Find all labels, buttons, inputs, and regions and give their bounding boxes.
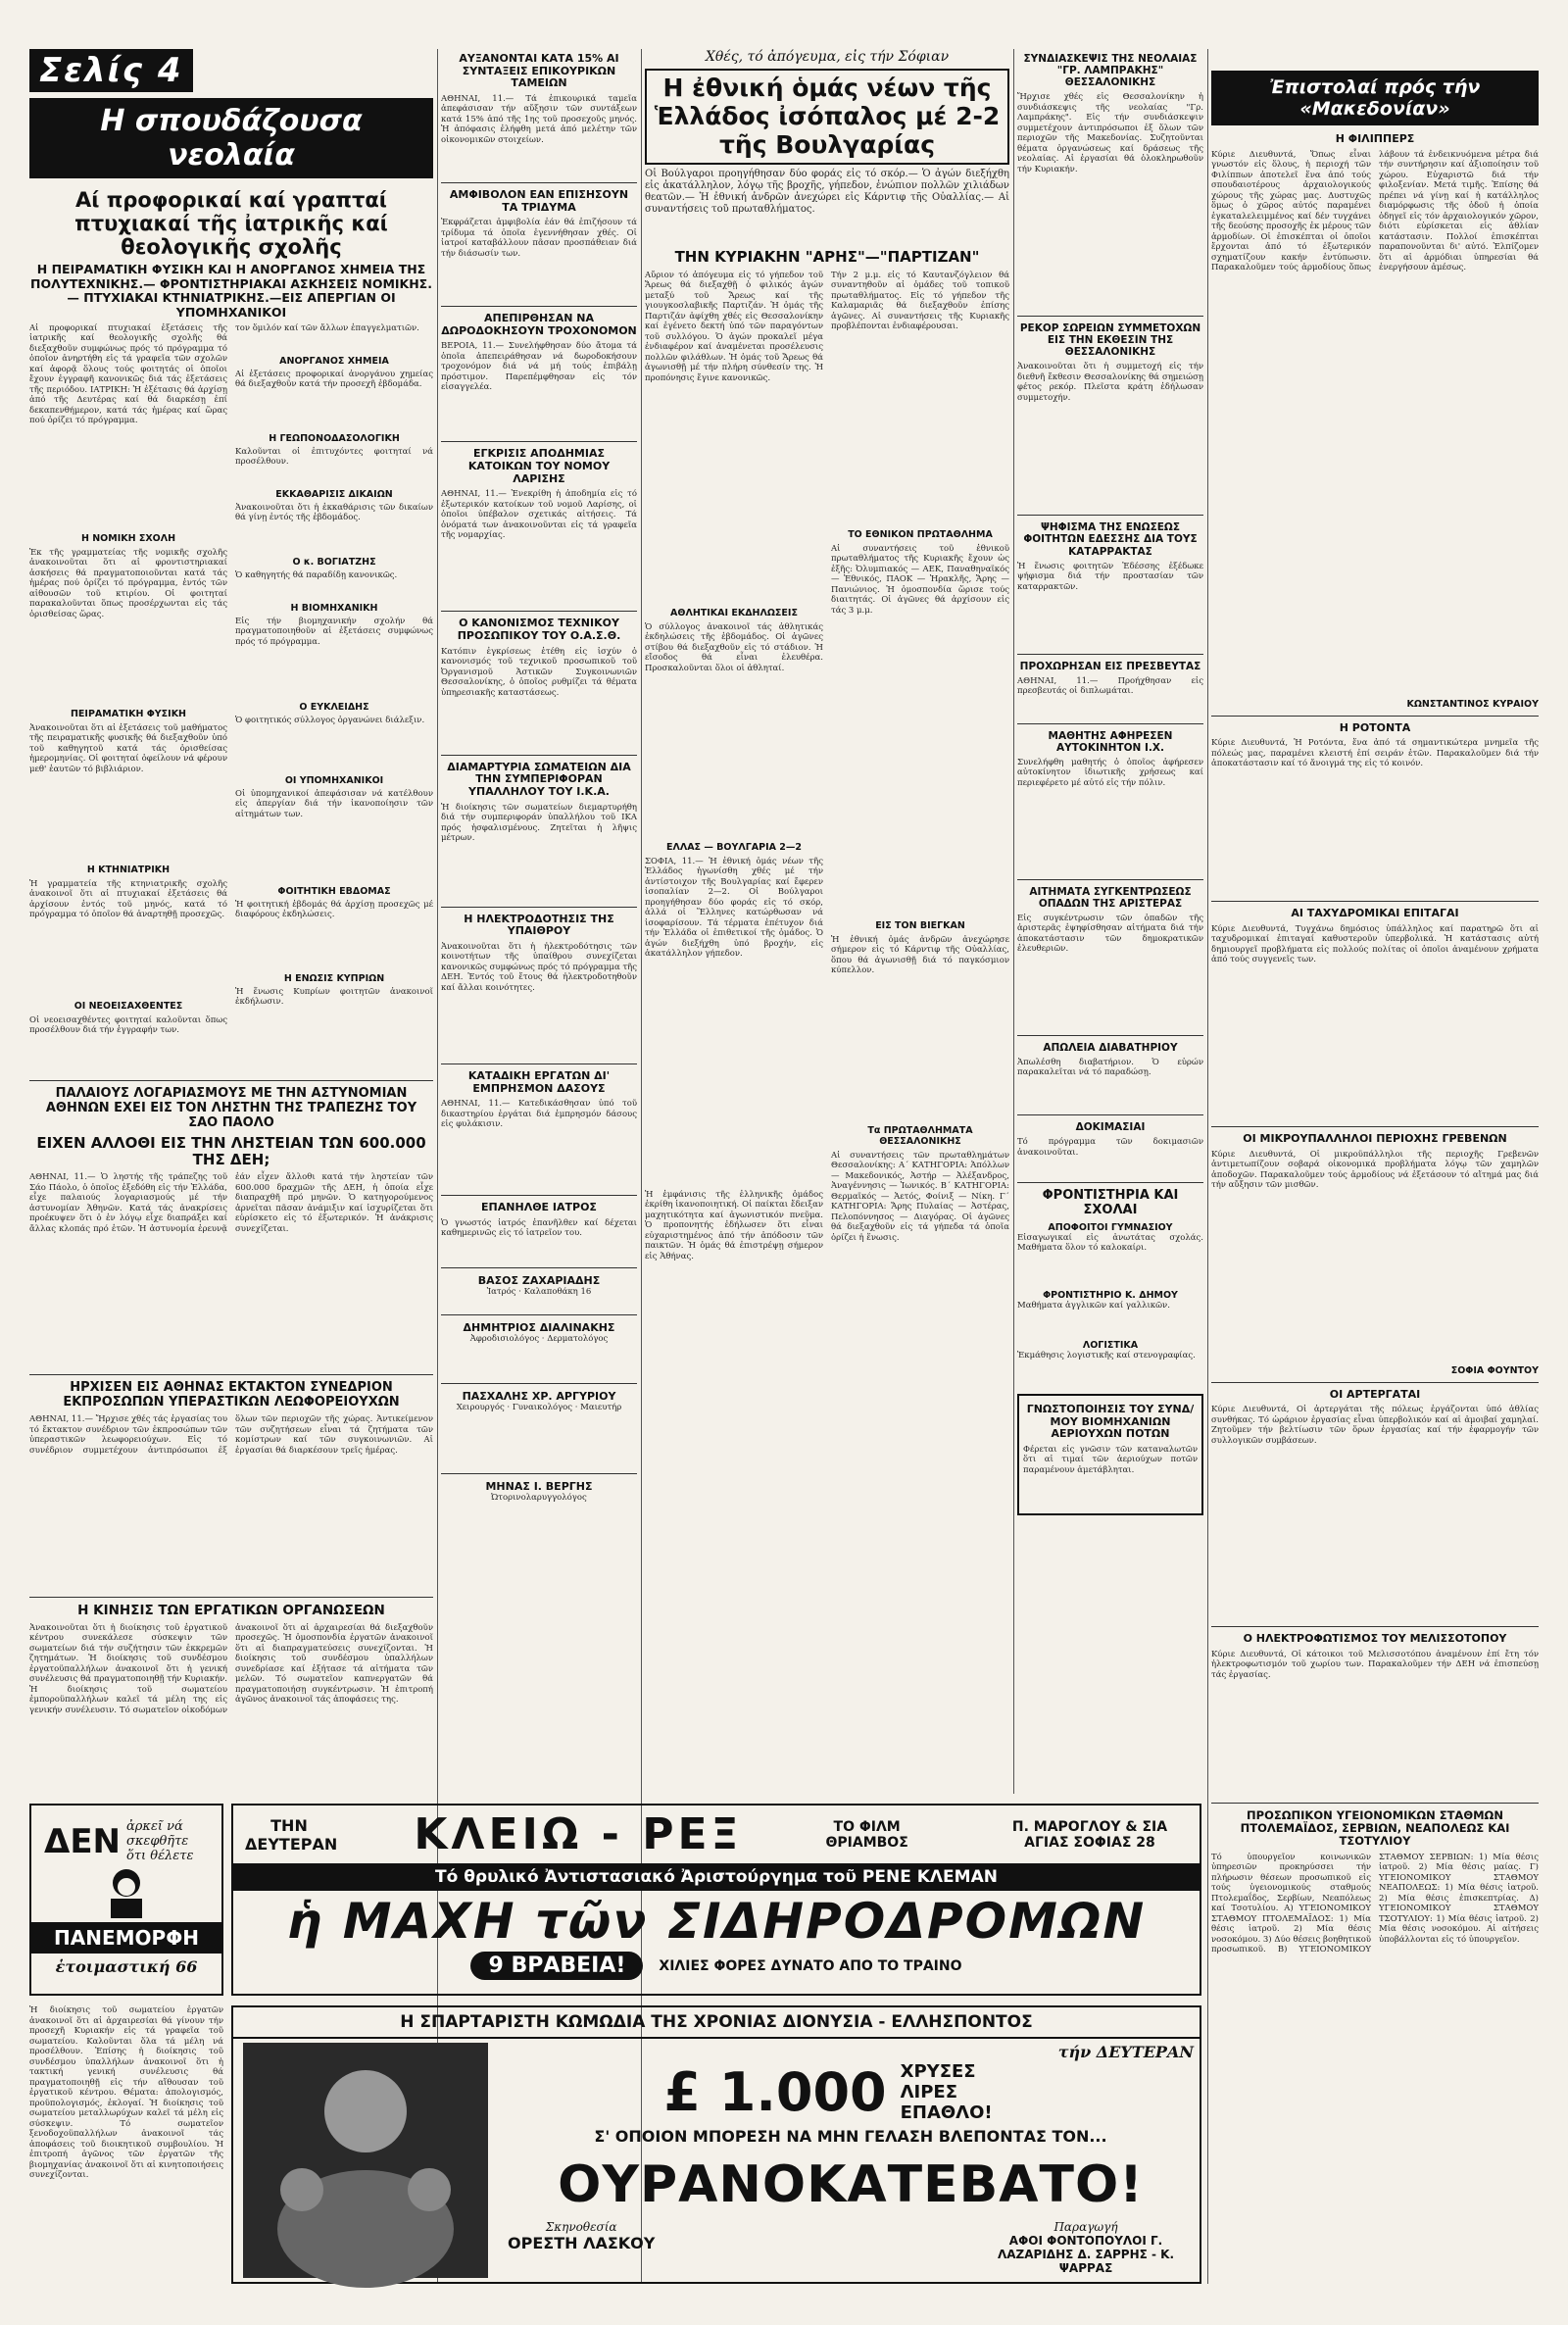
actor-photo-icon (243, 2043, 488, 2278)
page-number-label: Σελίς 4 (29, 49, 193, 92)
column-5: Ἐπιστολαί πρός τήν «Μακεδονίαν» Η ΦΙΛΙΠΠΕΡΣ Κύριε Διευθυντά, Ὅπως εἶναι γνωστόν εἰς ὅλους, ἡ περιοχή τῶν Φιλίππων ἀποτελεῖ ἕνα ἀπό τούς σπουδαιοτέρους ἀρχαιολογικούς χώρους τῆς χώρας μας. Δυστυχῶς ὅμως ὁ χῶρος αὐτός παραμένει ἐγκαταλελειμμένος καί δέν τυγχάνει τῆς δεούσης προσοχῆς ἐκ μέρους τῶν ἁρμοδίων. Οἱ ἐπισκέπται οἱ ὁποῖοι ἔρχονται ἀπό τό ἐξωτερικόν σχηματίζουν κακήν ἐντύπωσιν. Παρακαλοῦμεν τούς ἁρμοδίους ὅπως λάβουν τά ἐνδεικνυόμενα μέτρα διά τήν συντήρησιν καί ἀξιοποίησιν τοῦ χώρου. Εὐχαριστῶ διά τήν φιλοξενίαν. Μετά τιμῆς. Ἐπίσης θά πρέπει νά γίνῃ καί ἡ κατάλληλος διαμόρφωσις τῆς ὁδοῦ ἡ ὁποία ὁδηγεῖ εἰς τόν ἀρχαιολογικόν χῶρον, διότι εὑρίσκεται εἰς ἀθλίαν κατάστασιν. Πολλοί ἐπισκέπται παραπονοῦνται δι' αὐτό. Ἐλπίζομεν ὅτι αἱ ἁρμόδιαι ὑπηρεσίαι θά ἐνεργήσουν ἀμέσως. ΚΩΝΣΤΑΝΤΙΝΟΣ ΚΥΡΑΙΟΥ Η ΡΟΤΟΝΤΑ Κύριε Διευθυντά, Ἡ Ροτόντα, ἕνα ἀπό τά σημαντικώτερα μνημεῖα τῆς πόλεώς μας, παραμένει κλειστή ἐπί σειράν ἐτῶν. Παρακαλοῦμεν διά τήν ἀποκατάστασιν καί τό ἄνοιγμά της εἰς τό κοινόν. ΑΙ ΤΑΧΥΔΡΟΜΙΚΑΙ ΕΠΙΤΑΓΑΙ Κύριε Διευθυντά, Τυγχάνω δημόσιος ὑπάλληλος καί παρατηρῶ ὅτι αἱ ταχυδρομικαί ἐπιταγαί καθυστεροῦν ὑπερβολικά. Ἡ κατάστασις αὐτή δημιουργεῖ προβλήματα εἰς πολλούς πολίτας οἱ ὁποῖοι ἀναμένουν χρήματα ἀπό τούς συγγενεῖς των. ΟΙ ΜΙΚΡΟΥΠΑΛΛΗΛΟΙ ΠΕΡΙΟΧΗΣ ΓΡΕΒΕΝΩΝ Κύριε Διευθυντά, Οἱ μικροϋπάλληλοι τῆς περιοχῆς Γρεβενῶν ἀντιμετωπίζουν σοβαρά οἰκονομικά προβλήματα λόγῳ τῶν χαμηλῶν ἀποδοχῶν. Παρακαλοῦμεν τούς ἁρμοδίους νά ἐξετάσουν τό αἴτημά μας διά τήν αὔξησιν τῶν μισθῶν. ΣΟΦΙΑ ΦΟΥΝΤΟΥ ΟΙ ΑΡΤΕΡΓΑΤΑΙ Κύριε Διευθυντά, Οἱ ἀρτεργάται τῆς πόλεως ἐργάζονται ὑπό ἀθλίας συνθήκας. Τό ὡράριον ἐργασίας εἶναι ὑπερβολικόν καί αἱ ἀμοιβαί χαμηλαί. Ζητοῦμεν τήν βελτίωσιν τῶν ὅρων ἐργασίας καί τήν ἐφαρμογήν τῶν συλλογικῶν συμβάσεων. Ο ΗΛΕΚΤΡΟΦΩΤΙΣΜΟΣ ΤΟΥ ΜΕΛΙΣΣΟΤΟΠΟΥ Κύριε Διευθυντά, Οἱ κάτοικοι τοῦ Μελισσοτόπου ἀναμένουν ἐπί ἔτη τόν ἠλεκτροφωτισμόν τοῦ χωρίου των. Παρακαλοῦμεν τήν ΔΕΗ νά ἐπισπεύσῃ τάς ἐργασίας. ΠΡΟΣΩΠΙΚΟΝ ΥΓΕΙΟΝΟΜΙΚΩΝ ΣΤΑΘΜΩΝ ΠΤΟΛΕΜΑΪΔΟΣ, ΣΕΡΒΙΩΝ, ΝΕΑΠΟΛΕΩΣ ΚΑΙ ΤΣΟΤΥΛΙΟΥ Τό ὑπουργεῖον κοινωνικῶν ὑπηρεσιῶν προκηρύσσει τήν πλήρωσιν θέσεων προσωπικοῦ εἰς τούς ὑγειονομικούς σταθμούς Πτολεμαΐδος, Σερβίων, Νεαπόλεως καί Τσοτυλίου. Α) ΥΓΕΙΟΝΟΜΙΚΟΥ ΣΤΑΘΜΟΥ ΠΤΟΛΕΜΑΪΔΟΣ: 1) Μία θέσις ἰατροῦ. 2) Μία θέσις νοσοκόμου. 3) Δύο θέσεις βοηθητικοῦ προσωπικοῦ. Β) ΥΓΕΙΟΝΟΜΙΚΟΥ ΣΤΑΘΜΟΥ ΣΕΡΒΙΩΝ: 1) Μία θέσις ἰατροῦ. 2) Μία θέσις μαίας. Γ) ΥΓΕΙΟΝΟΜΙΚΟΥ ΣΤΑΘΜΟΥ ΝΕΑΠΟΛΕΩΣ: 1) Μία θέσις ἰατροῦ. 2) Μία θέσις ἐπισκεπτρίας. Δ) ΥΓΕΙΟΝΟΜΙΚΟΥ ΣΤΑΘΜΟΥ ΤΣΟΤΥΛΙΟΥ: 1) Μία θέσις ἰατροῦ. 2) Μία θέσις νοσοκόμου. Αἱ αἰτήσεις ὑποβάλλονται εἰς τό ὑπουργεῖον. (1211, 49, 1539, 2284)
story-headline: ΡΕΚΟΡ ΣΩΡΕΙΩΝ ΣΥΜΜΕΤΟΧΩΝ ΕΙΣ ΤΗΝ ΕΚΘΕΣΙΝ ΤΗΣ ΘΕΣΣΑΛΟΝΙΚΗΣ (1019, 322, 1201, 359)
section-heading: Η ΚΤΗΝΙΑΤΡΙΚΗ (86, 864, 171, 875)
story-headline: ΑΜΦΙΒΟΛΟΝ ΕΑΝ ΕΠΙΣΗΣΟΥΝ ΤΑ ΤΡΙΔΥΜΑ (449, 187, 629, 214)
ad-side-brand-sub: ἑτοιμαστική 66 (55, 1957, 198, 1976)
professional-card-name: ΠΑΣΧΑΛΗΣ ΧΡ. ΑΡΓΥΡΙΟΥ (462, 1389, 616, 1403)
section-heading: Ο ΕΥΚΛΕΙΔΗΣ (299, 701, 369, 713)
prize-text: ΧΡΥΣΕΣ ΛΙΡΕΣ ΕΠΑΘΛΟ! (900, 2061, 993, 2123)
ad-film-label: ΤΟ ΦΙΛΜ ΘΡΙΑΜΒΟΣ (825, 1818, 908, 1851)
ad-strap: Τό θρυλικό Ἀντιστασιακό Ἀριστούργημα τοῦ ΡΕΝΕ ΚΛΕΜΑΝ (233, 1863, 1200, 1891)
story-headline: ΜΑΘΗΤΗΣ ΑΦΗΡΕΣΕΝ ΑΥΤΟΚΙΝΗΤΟΝ Ι.Χ. (1048, 729, 1173, 754)
ad-day: τήν ΔΕΥΤΕΡΑΝ (1057, 2043, 1194, 2061)
ad-side-box (29, 1804, 223, 1996)
notice-title: ΓΝΩΣΤΟΠΟΙΗΣΙΣ ΤΟΥ ΣΥΝΔ/ΜΟΥ ΒΙΟΜΗΧΑΝΙΩΝ ΑΕΡΙΟΥΧΩΝ ΠΟΤΩΝ (1026, 1402, 1195, 1441)
section-heading: Ο κ. ΒΟΓΙΑΤΖΗΣ (292, 556, 376, 568)
story-headline: Ο ΚΑΝΟΝΙΣΜΟΣ ΤΕΧΝΙΚΟΥ ΠΡΟΣΩΠΙΚΟΥ ΤΟΥ Ο.Α.Σ.Θ. (457, 617, 621, 643)
letter-title: ΟΙ ΜΙΚΡΟΥΠΑΛΛΗΛΟΙ ΠΕΡΙΟΧΗΣ ΓΡΕΒΕΝΩΝ (1243, 1131, 1507, 1145)
story-headline: ΠΡΟΧΩΡΗΣΑΝ ΕΙΣ ΠΡΕΣΒΕΥΤΑΣ (1019, 660, 1201, 672)
section-heading: ΟΙ ΥΠΟΜΗΧΑΝΙΚΟΙ (284, 774, 384, 786)
story-headline: ΤΗΝ ΚΥΡΙΑΚΗΝ "ΑΡΗΣ"—"ΠΑΡΤΙΖΑΝ" (674, 248, 980, 267)
kicker: Χθές, τό ἀπόγευμα, εἰς τήν Σόφιαν (705, 49, 950, 65)
story-headline: ΑΠΕΠΙΡΘΗΣΑΝ ΝΑ ΔΩΡΟΔΟΚΗΣΟΥΝ ΤΡΟΧΟΝΟΜΟΝ (441, 312, 637, 337)
column-rule (1207, 49, 1208, 2284)
section-tag: Η σπουδάζουσα νεολαία (29, 98, 433, 178)
column-1: Σελίς 4 Η σπουδάζουσα νεολαία Αί προφορικαί καί γραπταί πτυχιακαί τῆς ἰατρικῆς καί θεολογικῆς σχολῆς Η ΠΕΙΡΑΜΑΤΙΚΗ ΦΥΣΙΚΗ ΚΑΙ Η ΑΝΟΡΓΑΝΟΣ ΧΗΜΕΙΑ ΤΗΣ ΠΟΛΥΤΕΧΝΙΚΗΣ.— ΦΡΟΝΤΙΣΤΗΡΙΑΚΑΙ ΑΣΚΗΣΕΙΣ ΝΟΜΙΚΗΣ.— ΠΤΥΧΙΑΚΑΙ ΚΤΗΝΙΑΤΡΙΚΗΣ.—ΕΙΣ ΑΠΕΡΓΙΑΝ ΟΙ ΥΠΟΜΗΧΑΝΙΚΟΙ Αἱ προφορικαί πτυχιακαί ἐξετάσεις τῆς ἰατρικῆς καί θεολογικῆς σχολῆς θά διεξαχθοῦν συμφώνως πρός τό πρόγραμμα τό ὁποῖον ἀνηρτήθη εἰς τά γραφεῖα τῶν σχολῶν καί ἀφορᾷ ὅλους τούς φοιτητάς οἱ ὁποῖοι ἔχουν ἐγγραφῆ κανονικῶς διά τάς ἐξετάσεις τῆς περιόδου. ΙΑΤΡΙΚΗ: Ἡ ἐξέτασις θά ἀρχίσῃ ἀπό τῆς Δευτέρας καί θά διαρκέσῃ ἐπί δεκαπενθήμερον, κατά τάς ἡμέρας καί ὥρας πού ὁρίζει τό πρόγραμμα. Η ΝΟΜΙΚΗ ΣΧΟΛΗ Ἐκ τῆς γραμματείας τῆς νομικῆς σχολῆς ἀνακοινοῦται ὅτι αἱ φροντιστηριακαί ἀσκήσεις θά πραγματοποιοῦνται κατά τάς ἡμέρας πού ὁρίζει τό πρόγραμμα, ἐντός τῶν αἰθουσῶν τοῦ κτιρίου. Οἱ φοιτηταί παρακαλοῦνται ὅπως προσέρχωνται εἰς τάς ὁρισθείσας ὥρας. ΠΕΙΡΑΜΑΤΙΚΗ ΦΥΣΙΚΗ Ἀνακοινοῦται ὅτι αἱ ἐξετάσεις τοῦ μαθήματος τῆς πειραματικῆς φυσικῆς θά διεξαχθοῦν ὑπό τοῦ καθηγητοῦ κατά τάς ὁρισθείσας ἡμερομηνίας. Οἱ φοιτηταί ὀφείλουν νά φέρουν μεθ' ἑαυτῶν τό βιβλιάριον. Η ΚΤΗΝΙΑΤΡΙΚΗ Ἡ γραμματεία τῆς κτηνιατρικῆς σχολῆς ἀνακοινοῖ ὅτι αἱ πτυχιακαί ἐξετάσεις θά ἀρχίσουν ἐντός τοῦ μηνός, κατά τό πρόγραμμα τό ὁποῖον θά ἀναρτηθῇ προσεχῶς. ΟΙ ΝΕΟΕΙΣΑΧΘΕΝΤΕΣ Οἱ νεοεισαχθέντες φοιτηταί καλοῦνται ὅπως προσέλθουν διά τήν ἐγγραφήν των. τον ὅμιλόν καί τῶν ἄλλων ἐπαγγελματιῶν. ΑΝΟΡΓΑΝΟΣ ΧΗΜΕΙΑ Αἱ ἐξετάσεις προφορικαί ἀνοργάνου χημείας θά διεξαχθοῦν κατά τήν προσεχῆ ἑβδομάδα. Η ΓΕΩΠΟΝΟΔΑΣΟΛΟΓΙΚΗ Καλοῦνται οἱ ἐπιτυχόντες φοιτηταί νά προσέλθουν. ΕΚΚΑΘΑΡΙΣΙΣ ΔΙΚΑΙΩΝ Ἀνακοινοῦται ὅτι ἡ ἐκκαθάρισις τῶν δικαίων θά γίνῃ ἐντός τῆς ἑβδομάδος. Ο κ. ΒΟΓΙΑΤΖΗΣ Ὁ καθηγητής θά παραδίδῃ κανονικῶς. Η ΒΙΟΜΗΧΑΝΙΚΗ Εἰς τήν βιομηχανικήν σχολήν θά πραγματοποιηθοῦν αἱ ἐξετάσεις συμφώνως πρός τό πρόγραμμα. Ο ΕΥΚΛΕΙΔΗΣ Ὁ φοιτητικός σύλλογος ὀργανώνει διάλεξιν. ΟΙ ΥΠΟΜΗΧΑΝΙΚΟΙ Οἱ ὑπομηχανικοί ἀπεφάσισαν νά κατέλθουν εἰς ἀπεργίαν διά τήν ἱκανοποίησιν τῶν αἰτημάτων των. ΦΟΙΤΗΤΙΚΗ ΕΒΔΟΜΑΣ Ἡ φοιτητική ἑβδομάς θά ἀρχίσῃ προσεχῶς μέ διαφόρους ἐκδηλώσεις. Η ΕΝΩΣΙΣ ΚΥΠΡΙΩΝ Ἡ ἕνωσις Κυπρίων φοιτητῶν ἀνακοινοῖ ἐκδήλωσιν. ΠΑΛΑΙΟΥΣ ΛΟΓΑΡΙΑΣΜΟΥΣ ΜΕ ΤΗΝ ΑΣΤΥΝΟΜΙΑΝ ΑΘΗΝΩΝ ΕΧΕΙ ΕΙΣ ΤΟΝ ΛΗΣΤΗΝ ΤΗΣ ΤΡΑΠΕΖΗΣ ΤΟΥ ΣΑΟ ΠΑΟΛΟ ΕΙΧΕΝ ΑΛΛΟΘΙ ΕΙΣ ΤΗΝ ΛΗΣΤΕΙΑΝ ΤΩΝ 600.000 ΤΗΣ ΔΕΗ; ΑΘΗΝΑΙ, 11.— Ὁ ληστής τῆς τράπεζης τοῦ Σάο Πάολο, ὁ ὁποῖος ἐξεδόθη εἰς τήν Ἑλλάδα, εἶχε παλαιούς λογαριασμούς μέ τήν ἀστυνομίαν Ἀθηνῶν. Κατά τάς ἀνακρίσεις προέκυψεν ὅτι ὁ ἐν λόγῳ εἶχε διαπράξει καί ἄλλας κλοπάς πρό ἐτῶν. Ἡ ἀστυνομία ἐρευνᾷ ἐάν εἶχεν ἄλλοθι κατά τήν ληστείαν τῶν 600.000 δραχμῶν τῆς ΔΕΗ, ἡ ὁποία εἶχε διαπραχθῆ πρό μηνῶν. Ὁ κατηγορούμενος ἀρνεῖται πᾶσαν ἀνάμιξιν καί ἰσχυρίζεται ὅτι εὑρίσκετο εἰς τό ἐξωτερικόν. Ἡ ἀνάκρισις συνεχίζεται. ΗΡΧΙΣΕΝ ΕΙΣ ΑΘΗΝΑΣ ΕΚΤΑΚΤΟΝ ΣΥΝΕΔΡΙΟΝ ΕΚΠΡΟΣΩΠΩΝ ΥΠΕΡΑΣΤΙΚΩΝ ΛΕΩΦΟΡΕΙΟΥΧΩΝ ΑΘΗΝΑΙ, 11.— Ἤρχισε χθές τάς ἐργασίας του τό ἔκτακτον συνέδριον τῶν ἐκπροσώπων τῶν ὑπεραστικῶν λεωφορειούχων. Εἰς τό συνέδριον συμμετέχουν ἀντιπρόσωποι ἐξ ὅλων τῶν περιοχῶν τῆς χώρας. Ἀντικείμενον τῶν συζητήσεων εἶναι τά ζητήματα τῶν κομίστρων καί τῶν συγκοινωνιῶν. Αἱ ἐργασίαι θά διαρκέσουν τρεῖς ἡμέρας. Η ΚΙΝΗΣΙΣ ΤΩΝ ΕΡΓΑΤΙΚΩΝ ΟΡΓΑΝΩΣΕΩΝ Ἀνακοινοῦται ὅτι ἡ διοίκησις τοῦ ἐργατικοῦ κέντρου συνεκάλεσε σύσκεψιν τῶν σωματείων διά τήν συζήτησιν τῶν ἐκκρεμῶν ζητημάτων. Ἡ διοίκησις τοῦ συνδέσμου ἐργατοϋπαλλήλων ἀνακοινοῖ ὅτι ἡ γενική συνέλευσις θά πραγματοποιηθῇ τήν Κυριακήν. Ἡ διοίκησις τοῦ σωματείου ἐμποροϋπαλλήλων καλεῖ τά μέλη της εἰς γενικήν συνέλευσιν. Τό σωματεῖον οἰκοδόμων ἀνακοινοῖ ὅτι αἱ ἀρχαιρεσίαι θά διεξαχθοῦν προσεχῶς. Ἡ ὁμοσπονδία ἐργατῶν ἀνακοινοῖ ὅτι αἱ διαπραγματεύσεις συνεχίζονται. Ἡ διοίκησις τοῦ συνδέσμου ὑπαλλήλων συνεδρίασε καί ἐξήτασε τά αἰτήματα τῶν μελῶν. Τό σωματεῖον καπνεργατῶν θά πραγματοποιήσῃ συγκέντρωσιν. Ἡ ἐπιτροπή ἀγῶνος ἀνακοινοῖ τάς ἀποφάσεις της. (29, 51, 436, 1715)
ad-strap: Η ΣΠΑΡΤΑΡΙΣΤΗ ΚΩΜΩΔΙΑ ΤΗΣ ΧΡΟΝΙΑΣ ΔΙΟΝΥΣΙΑ - ΕΛΛΗΣΠΟΝΤΟΣ (233, 2007, 1200, 2039)
section-heading: Η ΓΕΩΠΟΝΟΔΑΣΟΛΟΓΙΚΗ (269, 432, 400, 444)
story-headline: Η ΗΛΕΚΤΡΟΔΟΤΗΣΙΣ ΤΗΣ ΥΠΑΙΘΡΟΥ (464, 912, 614, 938)
producers-label: Παραγωγή (1054, 2220, 1118, 2234)
ad-day: ΤΗΝ ΔΕΥΤΕΡΑΝ (245, 1815, 338, 1854)
section-heading: Η ΕΝΩΣΙΣ ΚΥΠΡΙΩΝ (283, 972, 385, 984)
column-2: ΑΥΞΑΝΟΝΤΑΙ ΚΑΤΑ 15% ΑΙ ΣΥΝΤΑΞΕΙΣ ΕΠΙΚΟΥΡΙΚΩΝ ΤΑΜΕΙΩΝ ΑΘΗΝΑΙ, 11.— Τά ἐπικουρικά ταμεῖα ἀπεφάσισαν τήν αὔξησιν τῶν συντάξεων κατά 15% ἀπό τῆς 1ης τοῦ προσεχοῦς μηνός. Ἡ ἀπόφασις ἐλήφθη μετά ἀπό μελέτην τῶν οἰκονομικῶν στοιχείων. ΑΜΦΙΒΟΛΟΝ ΕΑΝ ΕΠΙΣΗΣΟΥΝ ΤΑ ΤΡΙΔΥΜΑ Ἐκφράζεται ἀμφιβολία ἐάν θά ἐπιζήσουν τά τρίδυμα τά ὁποῖα ἐγεννήθησαν χθές. Οἱ ἰατροί καταβάλλουν πᾶσαν προσπάθειαν διά τήν διάσωσίν των. ΑΠΕΠΙΡΘΗΣΑΝ ΝΑ ΔΩΡΟΔΟΚΗΣΟΥΝ ΤΡΟΧΟΝΟΜΟΝ ΒΕΡΟΙΑ, 11.— Συνελήφθησαν δύο ἄτομα τά ὁποῖα ἀπεπειράθησαν νά δωροδοκήσουν τροχονόμον διά νά μή τούς ἐπιβάλῃ πρόστιμον. Παρεπέμφθησαν εἰς τόν εἰσαγγελέα. ΕΓΚΡΙΣΙΣ ΑΠΟΔΗΜΙΑΣ ΚΑΤΟΙΚΩΝ ΤΟΥ ΝΟΜΟΥ ΛΑΡΙΣΗΣ ΑΘΗΝΑΙ, 11.— Ἐνεκρίθη ἡ ἀποδημία εἰς τό ἐξωτερικόν κατοίκων τοῦ νομοῦ Λαρίσης, οἱ ὁποῖοι ὑπέβαλον σχετικάς αἰτήσεις. Τά ὀνόματά των ἀνακοινοῦνται εἰς τά γραφεῖα τῆς νομαρχίας. Ο ΚΑΝΟΝΙΣΜΟΣ ΤΕΧΝΙΚΟΥ ΠΡΟΣΩΠΙΚΟΥ ΤΟΥ Ο.Α.Σ.Θ. Κατόπιν ἐγκρίσεως ἐτέθη εἰς ἰσχύν ὁ κανονισμός τοῦ τεχνικοῦ προσωπικοῦ τοῦ Ὀργανισμοῦ Ἀστικῶν Συγκοινωνιῶν Θεσσαλονίκης, ὁ ὁποῖος ρυθμίζει τά θέματα ὑπηρεσιακῆς καταστάσεως. ΔΙΑΜΑΡΤΥΡΙΑ ΣΩΜΑΤΕΙΩΝ ΔΙΑ ΤΗΝ ΣΥΜΠΕΡΙΦΟΡΑΝ ΥΠΑΛΛΗΛΟΥ ΤΟΥ Ι.Κ.Α. Ἡ διοίκησις τῶν σωματείων διεμαρτυρήθη διά τήν συμπεριφοράν ὑπαλλήλου τοῦ ΙΚΑ πρός ἠσφαλισμένους. Ζητεῖται ἡ λῆψις μέτρων. Η ΗΛΕΚΤΡΟΔΟΤΗΣΙΣ ΤΗΣ ΥΠΑΙΘΡΟΥ Ἀνακοινοῦται ὅτι ἡ ἠλεκτροδότησις τῶν κοινοτήτων τῆς ὑπαίθρου συνεχίζεται κανονικῶς συμφώνως πρός τό πρόγραμμα τῆς ΔΕΗ. Ἐντός τοῦ ἔτους θά ἠλεκτροδοτηθοῦν καί ἄλλαι κοινότητες. ΚΑΤΑΔΙΚΗ ΕΡΓΑΤΩΝ ΔΙ' ΕΜΠΡΗΣΜΟΝ ΔΑΣΟΥΣ ΑΘΗΝΑΙ, 11.— Κατεδικάσθησαν ὑπό τοῦ δικαστηρίου ἐργάται διά ἐμπρησμόν δάσους εἰς φυλάκισιν. ΕΠΑΝΗΛΘΕ ΙΑΤΡΟΣ Ὁ γνωστός ἰατρός ἐπανῆλθεν καί δέχεται καθημερινῶς εἰς τό ἰατρεῖον του. ΒΑΣΟΣ ΖΑΧΑΡΙΑΔΗΣ Ἰατρός · Καλαποθάκη 16 ΔΗΜΗΤΡΙΟΣ ΔΙΑΛΙΝΑΚΗΣ Ἀφροδισιολόγος · Δερματολόγος ΠΑΣΧΑΛΗΣ ΧΡ. ΑΡΓΥΡΙΟΥ Χειρουργός · Γυναικολόγος · Μαιευτήρ ΜΗΝΑΣ Ι. ΒΕΡΓΗΣ Ὠτορινολαρυγγολόγος (441, 52, 640, 1503)
film-title: ἡ ΜΑΧΗ τῶν ΣΙΔΗΡΟΔΡΟΜΩΝ (286, 1893, 1147, 1950)
section-heading: Η ΒΙΟΜΗΧΑΝΙΚΗ (290, 602, 378, 614)
story-headline: Η ΚΙΝΗΣΙΣ ΤΩΝ ΕΡΓΑΤΙΚΩΝ ΟΡΓΑΝΩΣΕΩΝ (77, 1603, 385, 1619)
letter-signature: ΚΩΝΣΤΑΝΤΙΝΟΣ ΚΥΡΑΙΟΥ (1406, 698, 1539, 710)
ad-side-big-word: ΔΕΝ (44, 1821, 121, 1861)
director-label: Σκηνοθεσία (545, 2220, 617, 2234)
section-heading: ΠΕΙΡΑΜΑΤΙΚΗ ΦΥΣΙΚΗ (70, 708, 187, 719)
story-headline: ΨΗΦΙΣΜΑ ΤΗΣ ΕΝΩΣΕΩΣ ΦΟΙΤΗΤΩΝ ΕΔΕΣΣΗΣ ΔΙΑ ΤΟΥΣ ΚΑΤΑΡΡΑΚΤΑΣ (1023, 521, 1198, 558)
section-heading: ΦΟΙΤΗΤΙΚΗ ΕΒΔΟΜΑΣ (277, 885, 391, 897)
section-heading: Τα ΠΡΩΤΑΘΛΗΜΑΤΑ ΘΕΣΣΑΛΟΝΙΚΗΣ (867, 1124, 973, 1147)
notice-title: ΠΡΟΣΩΠΙΚΟΝ ΥΓΕΙΟΝΟΜΙΚΩΝ ΣΤΑΘΜΩΝ ΠΤΟΛΕΜΑΪΔΟΣ, ΣΕΡΒΙΩΝ, ΝΕΑΠΟΛΕΩΣ ΚΑΙ ΤΣΟΤΥΛΙΟΥ (1240, 1807, 1510, 1849)
section-heading: ΕΛΛΑΣ — ΒΟΥΛΓΑΡΙΑ 2—2 (666, 841, 802, 853)
headline: Η ἐθνική ὁμάς νέων τῆς Ἑλλάδος ἰσόπαλος μέ 2-2 τῆς Βουλγαρίας (654, 74, 1001, 159)
ad-line: Σ' ΟΠΟΙΟΝ ΜΠΟΡΕΣΗ ΝΑ ΜΗΝ ΓΕΛΑΣΗ ΒΛΕΠΟΝΤΑΣ ΤΟΝ... (594, 2127, 1107, 2146)
letter-title: Η ΦΙΛΙΠΠΕΡΣ (1335, 132, 1415, 145)
story-headline: ΗΡΧΙΣΕΝ ΕΙΣ ΑΘΗΝΑΣ ΕΚΤΑΚΤΟΝ ΣΥΝΕΔΡΙΟΝ ΕΚΠΡΟΣΩΠΩΝ ΥΠΕΡΑΣΤΙΚΩΝ ΛΕΩΦΟΡΕΙΟΥΧΩΝ (63, 1380, 400, 1410)
section-tag: Ἐπιστολαί πρός τήν «Μακεδονίαν» (1211, 71, 1539, 125)
professional-card-name: ΒΑΣΟΣ ΖΑΧΑΡΙΑΔΗΣ (477, 1273, 601, 1287)
story-headline: ΣΥΝΔΙΑΣΚΕΨΙΣ ΤΗΣ ΝΕΟΛΑΙΑΣ "ΓΡ. ΛΑΜΠΡΑΚΗΣ" ΘΕΣΣΑΛΟΝΙΚΗΣ (1023, 53, 1198, 89)
story-headline: ΠΑΛΑΙΟΥΣ ΛΟΓΑΡΙΑΣΜΟΥΣ ΜΕ ΤΗΝ ΑΣΤΥΝΟΜΙΑΝ ΑΘΗΝΩΝ ΕΧΕΙ ΕΙΣ ΤΟΝ ΛΗΣΤΗΝ ΤΗΣ ΤΡΑΠΕΖΗΣ ΤΟΥ ΣΑΟ ΠΑΟΛΟ (45, 1085, 417, 1130)
story-headline: ΔΟΚΙΜΑΣΙΑΙ (1075, 1120, 1146, 1133)
prize-amount: £ 1.000 (663, 2061, 887, 2123)
article-col-right: τον ὅμιλόν καί τῶν ἄλλων ἐπαγγελματιῶν. ΑΝΟΡΓΑΝΟΣ ΧΗΜΕΙΑ Αἱ ἐξετάσεις προφορικαί ἀνοργάνου χημείας θά διεξαχθοῦν κατά τήν προσεχῆ ἑβδομάδα. Η ΓΕΩΠΟΝΟΔΑΣΟΛΟΓΙΚΗ Καλοῦνται οἱ ἐπιτυχόντες φοιτηταί νά προσέλθουν. ΕΚΚΑΘΑΡΙΣΙΣ ΔΙΚΑΙΩΝ Ἀνακοινοῦται ὅτι ἡ ἐκκαθάρισις τῶν δικαίων θά γίνῃ ἐντός τῆς ἑβδομάδος. Ο κ. ΒΟΓΙΑΤΖΗΣ Ὁ καθηγητής θά παραδίδῃ κανονικῶς. Η ΒΙΟΜΗΧΑΝΙΚΗ Εἰς τήν βιομηχανικήν σχολήν θά πραγματοποιηθοῦν αἱ ἐξετάσεις συμφώνως πρός τό πρόγραμμα. Ο ΕΥΚΛΕΙΔΗΣ Ὁ φοιτητικός σύλλογος ὀργανώνει διάλεξιν. ΟΙ ΥΠΟΜΗΧΑΝΙΚΟΙ Οἱ ὑπομηχανικοί ἀπεφάσισαν νά κατέλθουν εἰς ἀπεργίαν διά τήν ἱκανοποίησιν τῶν αἰτημάτων των. ΦΟΙΤΗΤΙΚΗ ΕΒΔΟΜΑΣ Ἡ φοιτητική ἑβδομάς θά ἀρχίσῃ προσεχῶς μέ διαφόρους ἐκδηλώσεις. Η ΕΝΩΣΙΣ ΚΥΠΡΙΩΝ Ἡ ἕνωσις Κυπρίων φοιτητῶν ἀνακοινοῖ ἐκδήλωσιν. (235, 322, 436, 1008)
ad-side-text: ἀρκεῖ νά σκεφθῆτε ὅτι θέλετε (126, 1819, 194, 1863)
ad-heading: ΦΡΟΝΤΙΣΤΗΡΙΟ Κ. ΔΗΜΟΥ (1043, 1289, 1178, 1301)
film-awards: 9 ΒΡΑΒΕΙΑ! (470, 1952, 643, 1980)
section-heading: ΑΘΛΗΤΙΚΑΙ ΕΚΔΗΛΩΣΕΙΣ (670, 607, 798, 618)
column-3: Χθές, τό ἀπόγευμα, εἰς τήν Σόφιαν Η ἐθνική ὁμάς νέων τῆς Ἑλλάδος ἰσόπαλος μέ 2-2 τῆς Βουλγαρίας Οἱ Βούλγαροι προηγήθησαν δύο φοράς εἰς τό σκόρ.— Ὁ ἀγών διεξήχθη εἰς ἀκατάλληλον, λόγῳ τῆς βροχῆς, γήπεδον, ἐνώπιον πολλῶν χιλιάδων θεατῶν.— Ἡ ἐθνική ἀνδρῶν ἀνεχώρει εἰς Κάρντιφ τῆς Οὐαλλίας.— Αἱ συναντήσεις τοῦ πρωταθλήματος. ΤΗΝ ΚΥΡΙΑΚΗΝ "ΑΡΗΣ"—"ΠΑΡΤΙΖΑΝ" Αὔριον τό ἀπόγευμα εἰς τό γήπεδον τοῦ Ἄρεως θά διεξαχθῇ ὁ φιλικός ἀγών μεταξύ τοῦ Ἄρεως καί τῆς γιουγκοσλαβικῆς Παρτιζάν. Ἡ ὁμάς τῆς Παρτιζάν ἀφίχθη χθές εἰς Θεσσαλονίκην καί ἐγένετο δεκτή ὑπό τῶν παραγόντων τοῦ συλλόγου. Ὁ ἀγών προκαλεῖ μέγα ἐνδιαφέρον καί ἀναμένεται προσέλευσις πολλῶν φιλάθλων. Ἡ ὁμάς τοῦ Ἄρεως θά ἀγωνισθῇ μέ τήν πλήρη σύνθεσίν της. Ἡ προπόνησις ἔγινε κανονικῶς. ΑΘΛΗΤΙΚΑΙ ΕΚΔΗΛΩΣΕΙΣ Ὁ σύλλογος ἀνακοινοῖ τάς ἀθλητικάς ἐκδηλώσεις τῆς ἑβδομάδος. Οἱ ἀγῶνες στίβου θά διεξαχθοῦν εἰς τό στάδιον. Ἡ εἴσοδος θά εἶναι ἐλευθέρα. Προσκαλοῦνται ὅλοι οἱ ἀθληταί. ΕΛΛΑΣ — ΒΟΥΛΓΑΡΙΑ 2—2 ΣΟΦΙΑ, 11.— Ἡ ἐθνική ὁμάς νέων τῆς Ἑλλάδος ἠγωνίσθη χθές μέ τήν ἀντίστοιχον τῆς Βουλγαρίας καί ἔφερεν ἰσοπαλίαν 2—2. Οἱ Βούλγαροι προηγήθησαν δύο φοράς εἰς τό σκόρ, ἀλλά οἱ Ἕλληνες κατώρθωσαν νά ἰσοφαρίσουν. Τά τέρματα ἐπέτυχον διά τήν Ἑλλάδα οἱ ἐπιθετικοί τῆς ὁμάδος. Ὁ ἀγών διεξήχθη ὑπό βροχήν, εἰς ἀκατάλληλον γήπεδον. Ἡ ἐμφάνισις τῆς ἑλληνικῆς ὁμάδος ἐκρίθη ἱκανοποιητική. Οἱ παίκται ἔδειξαν μαχητικότητα καί ἀγωνιστικόν πνεῦμα. Ὁ προπονητής ἐδήλωσεν ὅτι εἶναι εὐχαριστημένος ἀπό τήν ἀπόδοσιν τῶν παικτῶν. Ἡ ὁμάς θά ἐπιστρέψῃ σήμερον εἰς Ἀθήνας. Τήν 2 μ.μ. εἰς τό Καυτανζόγλειον θά συναντηθοῦν αἱ ὁμάδες τοῦ τοπικοῦ πρωταθλήματος. Εἰς τό γήπεδον τῆς Καλαμαριᾶς θά διεξαχθοῦν ἐπίσης ἀγῶνες. Αἱ συναντήσεις τῆς Κυριακῆς προβλέπονται ἐνδιαφέρουσαι. ΤΟ ΕΘΝΙΚΟΝ ΠΡΩΤΑΘΛΗΜΑ Αἱ συναντήσεις τοῦ ἐθνικοῦ πρωταθλήματος τῆς Κυριακῆς ἔχουν ὡς ἑξῆς: Ὀλυμπιακός — ΑΕΚ, Παναθηναϊκός — Ἐθνικός, ΠΑΟΚ — Ἡρακλῆς, Ἄρης — Πανιώνιος. Ἡ ὁμοσπονδία ὥρισε τούς διαιτητάς. Οἱ ἀγῶνες θά ἀρχίσουν εἰς τάς 3 μ.μ. ΕΙΣ ΤΟΝ ΒΙΕΓΚΑΝ Ἡ ἐθνική ὁμάς ἀνδρῶν ἀνεχώρησε σήμερον εἰς τό Κάρντιφ τῆς Οὐαλλίας, ὅπου θά ἀγωνισθῇ διά τό παγκόσμιον κύπελλον. Τα ΠΡΩΤΑΘΛΗΜΑΤΑ ΘΕΣΣΑΛΟΝΙΚΗΣ Αἱ συναντήσεις τῶν πρωταθλημάτων Θεσσαλονίκης: Α΄ ΚΑΤΗΓΟΡΙΑ: Ἀπόλλων — Μακεδονικός, Ἀστήρ — Ἀλέξανδρος, Ἀναγέννησις — Ἰωνικός. Β΄ ΚΑΤΗΓΟΡΙΑ: Θερμαϊκός — Ἀετός, Φοίνιξ — Νίκη. Γ΄ ΚΑΤΗΓΟΡΙΑ: Ἄρης Πυλαίας — Ἀστέρας, Πελοπόννησος — Διαγόρας. Οἱ ἀγῶνες θά διεξαχθοῦν εἰς τά γήπεδα τά ὁποῖα ὁρίζει ἡ ἕνωσις. (645, 49, 1013, 1261)
professional-card-name: ΔΗΜΗΤΡΙΟΣ ΔΙΑΛΙΝΑΚΗΣ (463, 1320, 615, 1334)
story-headline: ΑΙΤΗΜΑΤΑ ΣΥΓΚΕΝΤΡΩΣΕΩΣ ΟΠΑΔΩΝ ΤΗΣ ΑΡΙΣΤΕΡΑΣ (1029, 885, 1192, 910)
story-headline: ΕΓΚΡΙΣΙΣ ΑΠΟΔΗΜΙΑΣ ΚΑΤΟΙΚΩΝ ΤΟΥ ΝΟΜΟΥ ΛΑΡΙΣΗΣ (467, 447, 611, 485)
producers-names: ΑΦΟΙ ΦΟΝΤΟΠΟΥΛΟΙ Γ. ΛΑΖΑΡΙΔΗΣ Δ. ΣΑΡΡΗΣ - Κ. ΨΑΡΡΑΣ (997, 2234, 1175, 2275)
section-heading: Η ΝΟΜΙΚΗ ΣΧΟΛΗ (80, 532, 176, 544)
letter-title: Η ΡΟΤΟΝΤΑ (1339, 720, 1411, 734)
page-banner (29, 49, 433, 92)
story-subheadline: ΕΙΧΕΝ ΑΛΛΟΘΙ ΕΙΣ ΤΗΝ ΛΗΣΤΕΙΑΝ ΤΩΝ 600.000 ΤΗΣ ΔΕΗ; (36, 1133, 426, 1168)
letter-title: Ο ΗΛΕΚΤΡΟΦΩΤΙΣΜΟΣ ΤΟΥ ΜΕΛΙΣΣΟΤΟΠΟΥ (1243, 1632, 1507, 1646)
article-col-left: Αἱ προφορικαί πτυχιακαί ἐξετάσεις τῆς ἰατρικῆς καί θεολογικῆς σχολῆς θά διεξαχθοῦν συμφώνως πρός τό πρόγραμμα τό ὁποῖον ἀνηρτήθη εἰς τά γραφεῖα τῶν σχολῶν καί ἀφορᾷ ὅλους τούς φοιτητάς οἱ ὁποῖοι ἔχουν ἐγγραφῆ κανονικῶς διά τάς ἐξετάσεις τῆς περιόδου. ΙΑΤΡΙΚΗ: Ἡ ἐξέτασις θά ἀρχίσῃ ἀπό τῆς Δευτέρας καί θά διαρκέσῃ ἐπί δεκαπενθήμερον, κατά τάς ἡμέρας καί ὥρας πού ὁρίζει τό πρόγραμμα. Η ΝΟΜΙΚΗ ΣΧΟΛΗ Ἐκ τῆς γραμματείας τῆς νομικῆς σχολῆς ἀνακοινοῦται ὅτι αἱ φροντιστηριακαί ἀσκήσεις θά πραγματοποιοῦνται κατά τάς ἡμέρας πού ὁρίζει τό πρόγραμμα, ἐντός τῶν αἰθουσῶν τοῦ κτιρίου. Οἱ φοιτηταί παρακαλοῦνται ὅπως προσέρχωνται εἰς τάς ὁρισθείσας ὥρας. ΠΕΙΡΑΜΑΤΙΚΗ ΦΥΣΙΚΗ Ἀνακοινοῦται ὅτι αἱ ἐξετάσεις τοῦ μαθήματος τῆς πειραματικῆς φυσικῆς θά διεξαχθοῦν ὑπό τοῦ καθηγητοῦ κατά τάς ὁρισθείσας ἡμερομηνίας. Οἱ φοιτηταί ὀφείλουν νά φέρουν μεθ' ἑαυτῶν τό βιβλιάριον. Η ΚΤΗΝΙΑΤΡΙΚΗ Ἡ γραμματεία τῆς κτηνιατρικῆς σχολῆς ἀνακοινοῖ ὅτι αἱ πτυχιακαί ἐξετάσεις θά ἀρχίσουν ἐντός τοῦ μηνός, κατά τό πρόγραμμα τό ὁποῖον θά ἀναρτηθῇ προσεχῶς. ΟΙ ΝΕΟΕΙΣΑΧΘΕΝΤΕΣ Οἱ νεοεισαχθέντες φοιτηταί καλοῦνται ὅπως προσέλθουν διά τήν ἐγγραφήν των. (29, 322, 230, 1036)
director-name: ΟΡΕΣΤΗ ΛΑΣΚΟΥ (508, 2234, 656, 2252)
subhead: Η ΠΕΙΡΑΜΑΤΙΚΗ ΦΥΣΙΚΗ ΚΑΙ Η ΑΝΟΡΓΑΝΟΣ ΧΗΜΕΙΑ ΤΗΣ ΠΟΛΥΤΕΧΝΙΚΗΣ.— ΦΡΟΝΤΙΣΤΗΡΙΑΚΑΙ ΑΣΚΗΣΕΙΣ ΝΟΜΙΚΗΣ.— ΠΤΥΧΙΑΚΑΙ ΚΤΗΝΙΑΤΡΙΚΗΣ.—ΕΙΣ ΑΠΕΡΓΙΑΝ ΟΙ ΥΠΟΜΗΧΑΝΙΚΟΙ (30, 262, 432, 320)
ad-main-box (231, 1804, 1201, 1996)
film-tagline: ΧΙΛΙΕΣ ΦΟΡΕΣ ΔΥΝΑΤΟ ΑΠΟ ΤΟ ΤΡΑΙΝΟ (659, 1957, 962, 1974)
letter-title: ΑΙ ΤΑΧΥΔΡΟΜΙΚΑΙ ΕΠΙΤΑΓΑΙ (1291, 907, 1459, 920)
column-4: ΣΥΝΔΙΑΣΚΕΨΙΣ ΤΗΣ ΝΕΟΛΑΙΑΣ "ΓΡ. ΛΑΜΠΡΑΚΗΣ" ΘΕΣΣΑΛΟΝΙΚΗΣ Ἤρχισε χθές εἰς Θεσσαλονίκην ἡ συνδιάσκεψις τῆς νεολαίας "Γρ. Λαμπράκης". Εἰς τήν συνδιάσκεψιν συμμετέχουν ἀντιπρόσωποι ἐξ ὅλων τῶν περιοχῶν τῆς Μακεδονίας. Συζητοῦνται θέματα ὀργανώσεως καί δράσεως τῆς νεολαίας. Αἱ ἐργασίαι θά ὁλοκληρωθοῦν τήν Κυριακήν. ΡΕΚΟΡ ΣΩΡΕΙΩΝ ΣΥΜΜΕΤΟΧΩΝ ΕΙΣ ΤΗΝ ΕΚΘΕΣΙΝ ΤΗΣ ΘΕΣΣΑΛΟΝΙΚΗΣ Ἀνακοινοῦται ὅτι ἡ συμμετοχή εἰς τήν διεθνῆ ἔκθεσιν Θεσσαλονίκης θά σημειώσῃ φέτος ρεκόρ. Πλεῖστα κράτη ἐδήλωσαν συμμετοχήν. ΨΗΦΙΣΜΑ ΤΗΣ ΕΝΩΣΕΩΣ ΦΟΙΤΗΤΩΝ ΕΔΕΣΣΗΣ ΔΙΑ ΤΟΥΣ ΚΑΤΑΡΡΑΚΤΑΣ Ἡ ἕνωσις φοιτητῶν Ἐδέσσης ἐξέδωκε ψήφισμα διά τήν προστασίαν τῶν καταρρακτῶν. ΠΡΟΧΩΡΗΣΑΝ ΕΙΣ ΠΡΕΣΒΕΥΤΑΣ ΑΘΗΝΑΙ, 11.— Προήχθησαν εἰς πρεσβευτάς οἱ διπλωμάται. ΜΑΘΗΤΗΣ ΑΦΗΡΕΣΕΝ ΑΥΤΟΚΙΝΗΤΟΝ Ι.Χ. Συνελήφθη μαθητής ὁ ὁποῖος ἀφήρεσεν αὐτοκίνητον ἰδιωτικῆς χρήσεως καί περιεφέρετο μέ αὐτό εἰς τήν πόλιν. ΑΙΤΗΜΑΤΑ ΣΥΓΚΕΝΤΡΩΣΕΩΣ ΟΠΑΔΩΝ ΤΗΣ ΑΡΙΣΤΕΡΑΣ Εἰς συγκέντρωσιν τῶν ὀπαδῶν τῆς ἀριστερᾶς ἐψηφίσθησαν αἰτήματα διά τήν ἀποκατάστασιν τῶν δημοκρατικῶν ἐλευθεριῶν. ΑΠΩΛΕΙΑ ΔΙΑΒΑΤΗΡΙΟΥ Ἀπωλέσθη διαβατήριον. Ὁ εὑρών παρακαλεῖται νά τό παραδώσῃ. ΔΟΚΙΜΑΣΙΑΙ Τό πρόγραμμα τῶν δοκιμασιῶν ἀνακοινοῦται. ΦΡΟΝΤΙΣΤΗΡΙΑ ΚΑΙ ΣΧΟΛΑΙ ΑΠΟΦΟΙΤΟΙ ΓΥΜΝΑΣΙΟΥ Εἰσαγωγικαί εἰς ἀνωτάτας σχολάς. Μαθήματα ὅλον τό καλοκαίρι. ΦΡΟΝΤΙΣΤΗΡΙΟ Κ. ΔΗΜΟΥ Μαθήματα ἀγγλικῶν καί γαλλικῶν. ΛΟΓΙΣΤΙΚΑ Ἐκμάθησις λογιστικῆς καί στενογραφίας. ΓΝΩΣΤΟΠΟΙΗΣΙΣ ΤΟΥ ΣΥΝΔ/ΜΟΥ ΒΙΟΜΗΧΑΝΙΩΝ ΑΕΡΙΟΥΧΩΝ ΠΟΤΩΝ Φέρεται εἰς γνῶσιν τῶν καταναλωτῶν ὅτι αἱ τιμαί τῶν ἀεριούχων ποτῶν παραμένουν ἀμετάβληται. (1017, 49, 1203, 1794)
section-heading: ΕΙΣ ΤΟΝ ΒΙΕΓΚΑΝ (875, 919, 965, 931)
story-headline: ΚΑΤΑΔΙΚΗ ΕΡΓΑΤΩΝ ΔΙ' ΕΜΠΡΗΣΜΟΝ ΔΑΣΟΥΣ (467, 1068, 611, 1095)
section-heading: ΑΝΟΡΓΑΝΟΣ ΧΗΜΕΙΑ (279, 355, 389, 367)
ad-cinema-dionysia (231, 2005, 1201, 2284)
professional-card-name: ΜΗΝΑΣ Ι. ΒΕΡΓΗΣ (485, 1479, 593, 1493)
story-headline: ΑΥΞΑΝΟΝΤΑΙ ΚΑΤΑ 15% ΑΙ ΣΥΝΤΑΞΕΙΣ ΕΠΙΚΟΥΡΙΚΩΝ ΤΑΜΕΙΩΝ (459, 52, 619, 90)
headline: Αί προφορικαί καί γραπταί πτυχιακαί τῆς ἰατρικῆς καί θεολογικῆς σχολῆς (74, 188, 388, 260)
section-heading: ΟΙ ΝΕΟΕΙΣΑΧΘΕΝΤΕΣ (74, 1000, 183, 1012)
ad-heading: ΑΠΟΦΟΙΤΟΙ ΓΥΜΝΑΣΙΟΥ (1048, 1221, 1173, 1233)
section-title: ΦΡΟΝΤΙΣΤΗΡΙΑ ΚΑΙ ΣΧΟΛΑΙ (1042, 1188, 1179, 1217)
story-headline: ΔΙΑΜΑΡΤΥΡΙΑ ΣΩΜΑΤΕΙΩΝ ΔΙΑ ΤΗΝ ΣΥΜΠΕΡΙΦΟΡΑΝ ΥΠΑΛΛΗΛΟΥ ΤΟΥ Ι.Κ.Α. (447, 760, 631, 798)
cinema-name: ΚΛΕΙΩ - ΡΕΞ (414, 1809, 743, 1859)
film-photo (243, 2043, 488, 2278)
column-rule (1013, 49, 1014, 1794)
film-title: ΟΥΡΑΝΟΚΑΤΕΒΑΤΟ! (558, 2155, 1144, 2214)
newspaper-page (29, 49, 1542, 2284)
ad-heading: ΛΟΓΙΣΤΙΚΑ (1082, 1339, 1139, 1351)
cinema-address: Π. ΜΑΡΟΓΛΟΥ & ΣΙΑ ΑΓΙΑΣ ΣΟΦΙΑΣ 28 (1011, 1818, 1168, 1851)
story-headline: ΑΠΩΛΕΙΑ ΔΙΑΒΑΤΗΡΙΟΥ (1043, 1041, 1178, 1054)
column-1-bottom: Ἡ διοίκησις τοῦ σωματείου ἐργατῶν ἀνακοινοῖ ὅτι αἱ ἀρχαιρεσίαι θά γίνουν τήν προσεχῆ Κυριακήν εἰς τά γραφεῖα τοῦ σωματείου. Καλοῦνται ὅλα τά μέλη νά προσέλθουν. Ἐπίσης ἡ διοίκησις τοῦ συνδέσμου ὑπαλλήλων ἀνακοινοῖ ὅτι ἡ τακτική γενική συνέλευσις θά πραγματοποιηθῇ εἰς τήν αἴθουσαν τοῦ ἐργατικοῦ κέντρου. Θέματα: ἀπολογισμός, προϋπολογισμός, ἐκλογαί. Ἡ διοίκησις τοῦ σωματείου μεταλλωρύχων καλεῖ τά μέλη εἰς σύσκεψιν. Τό σωματεῖον ξενοδοχοϋπαλλήλων ἀνακοινοῖ τάς ἀποφάσεις τοῦ διοικητικοῦ συμβουλίου. Ἡ ἐπιτροπή ἀγῶνος τῶν ἐργατῶν τῆς βιομηχανίας ἀνακοινοῖ ὅτι αἱ κινητοποιήσεις συνεχίζονται. (29, 2005, 226, 2180)
story-headline: ΕΠΑΝΗΛΘΕ ΙΑΤΡΟΣ (481, 1201, 597, 1214)
section-heading: ΕΚΚΑΘΑΡΙΣΙΣ ΔΙΚΑΙΩΝ (275, 488, 393, 500)
letter-signature: ΣΟΦΙΑ ΦΟΥΝΤΟΥ (1450, 1364, 1539, 1376)
ad-side-brand: ΠΑΝΕΜΟΡΦΗ (31, 1922, 221, 1954)
woman-illustration-icon (97, 1863, 156, 1918)
ad-cinema-kleio-rex (29, 1804, 1201, 1996)
section-heading: ΤΟ ΕΘΝΙΚΟΝ ΠΡΩΤΑΘΛΗΜΑ (848, 528, 993, 540)
letter-title: ΟΙ ΑΡΤΕΡΓΑΤΑΙ (1329, 1387, 1421, 1401)
